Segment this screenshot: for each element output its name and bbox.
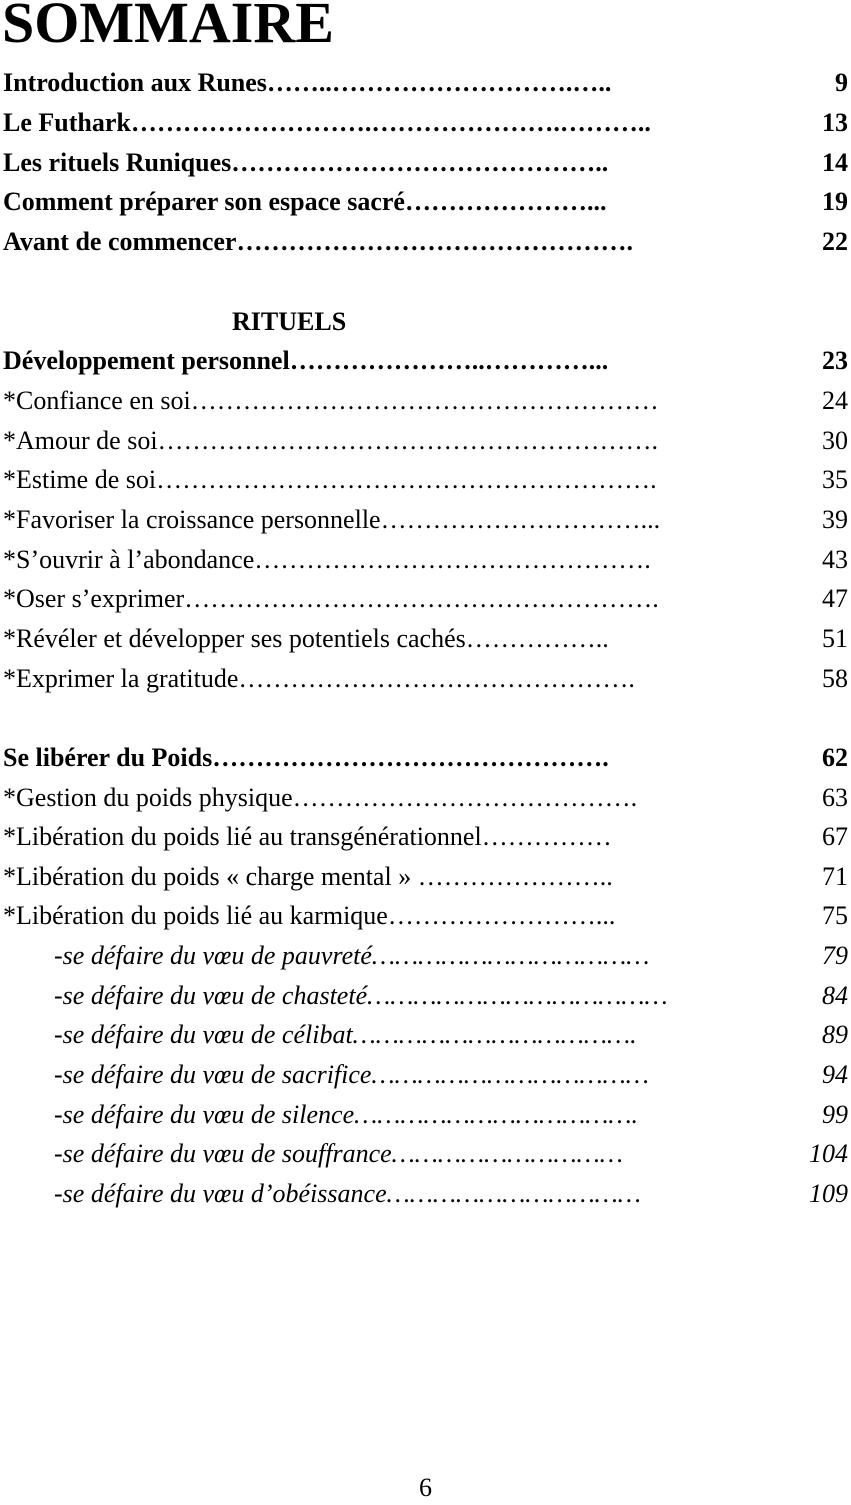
toc-entry bbox=[0, 543, 851, 577]
toc-entry-page: 71 bbox=[822, 862, 848, 891]
toc-entry bbox=[0, 781, 851, 815]
toc-entry-page: 89 bbox=[822, 1020, 848, 1049]
toc-entry-label: Développement personnel…………………..…………... bbox=[3, 346, 609, 375]
toc-entry bbox=[0, 582, 851, 616]
toc-entry-label: *S’ouvrir à l’abondance………………………………………. bbox=[3, 545, 651, 574]
toc-entry-page: 67 bbox=[822, 822, 848, 851]
toc-section-developpement bbox=[0, 344, 851, 378]
toc-entry-avant-de-commencer bbox=[0, 225, 851, 259]
toc-entry-label: *Amour de soi…………………………………………………. bbox=[3, 426, 659, 455]
toc-entry bbox=[0, 820, 851, 854]
toc-entry-page: 51 bbox=[822, 624, 848, 653]
toc-entry-page: 22 bbox=[822, 227, 848, 256]
toc-entry-label: *Libération du poids lié au karmique……………………... bbox=[3, 901, 616, 930]
toc-entry-page: 43 bbox=[822, 545, 848, 574]
toc-entry-page: 35 bbox=[822, 465, 848, 494]
toc-entry-futhark bbox=[0, 106, 851, 140]
toc-entry-label: -se défaire du vœu de sacrifice……………………………… bbox=[54, 1060, 649, 1089]
toc-entry-label: -se défaire du vœu de célibat………………………………. bbox=[54, 1020, 637, 1049]
toc-entry-introduction bbox=[0, 66, 851, 100]
toc-entry-page: 14 bbox=[822, 148, 848, 177]
toc-entry-page: 9 bbox=[835, 68, 848, 97]
toc-entry bbox=[0, 424, 851, 458]
toc-entry bbox=[0, 463, 851, 497]
page-title: SOMMAIRE bbox=[2, 0, 334, 55]
toc-entry-page: 24 bbox=[822, 386, 848, 415]
toc-subentry bbox=[0, 1177, 851, 1211]
toc-entry-label: *Estime de soi…………………………………………………. bbox=[3, 465, 657, 494]
toc-entry-label: Se libérer du Poids………………………………………. bbox=[3, 743, 609, 772]
toc-subentry bbox=[0, 979, 851, 1013]
toc-entry-label: Les rituels Runiques…………………………………….. bbox=[3, 148, 609, 177]
toc-entry bbox=[0, 622, 851, 656]
toc-entry bbox=[0, 860, 851, 894]
toc-entry-label: *Libération du poids lié au transgénérationnel…………… bbox=[3, 822, 612, 851]
toc-subentry bbox=[0, 939, 851, 973]
toc-entry-page: 13 bbox=[822, 108, 848, 137]
toc-section-poids bbox=[0, 741, 851, 775]
toc-entry-label: -se défaire du vœu de pauvreté……………………………… bbox=[54, 941, 650, 970]
toc-entry-page: 75 bbox=[822, 901, 848, 930]
toc-entry-rituels-runiques bbox=[0, 146, 851, 180]
toc-entry-page: 94 bbox=[822, 1060, 848, 1089]
toc-entry-page: 79 bbox=[822, 941, 848, 970]
toc-entry-page: 39 bbox=[822, 505, 848, 534]
toc-subentry bbox=[0, 1018, 851, 1052]
toc-entry-label: Comment préparer son espace sacré…………………... bbox=[3, 187, 607, 216]
toc-entry-label: *Révéler et développer ses potentiels cachés…………….. bbox=[3, 624, 609, 653]
toc-entry-label: -se défaire du vœu de souffrance………………………… bbox=[54, 1139, 623, 1168]
toc-entry bbox=[0, 662, 851, 696]
toc-entry-label: -se défaire du vœu de silence………………………………. bbox=[54, 1100, 639, 1129]
toc-entry-label: *Libération du poids « charge mental » ………………….. bbox=[3, 862, 613, 891]
toc-entry-label: *Oser s’exprimer………………………………………………. bbox=[3, 584, 659, 613]
toc-entry-label: -se défaire du vœu de chasteté………………………………… bbox=[54, 981, 668, 1010]
toc-subentry bbox=[0, 1098, 851, 1132]
toc-entry-label: *Favoriser la croissance personnelle…………………………... bbox=[3, 505, 661, 534]
toc-entry-page: 84 bbox=[822, 981, 848, 1010]
toc-entry-label: *Confiance en soi……………………………………………… bbox=[3, 386, 659, 415]
toc-subentry bbox=[0, 1058, 851, 1092]
toc-entry-label: -se défaire du vœu d’obéissance…………………………… bbox=[54, 1179, 641, 1208]
page-number: 6 bbox=[419, 1473, 432, 1502]
toc-entry-page: 30 bbox=[822, 426, 848, 455]
toc-entry-label: *Exprimer la gratitude………………………………………. bbox=[3, 664, 635, 693]
toc-entry-espace-sacre bbox=[0, 185, 851, 219]
toc-entry bbox=[0, 384, 851, 418]
toc-entry-page: 19 bbox=[822, 187, 848, 216]
toc-entry-page: 109 bbox=[809, 1179, 848, 1208]
toc-entry bbox=[0, 899, 851, 933]
toc-entry-label: *Gestion du poids physique…………………………………. bbox=[3, 783, 638, 812]
toc-entry-page: 47 bbox=[822, 584, 848, 613]
toc-entry-page: 23 bbox=[822, 346, 848, 375]
section-heading-rituels: RITUELS bbox=[232, 307, 347, 336]
toc-entry-page: 104 bbox=[809, 1139, 848, 1168]
toc-entry-label: Le Futhark……………………….………………….……….. bbox=[3, 108, 651, 137]
toc-entry-page: 62 bbox=[822, 743, 848, 772]
toc-entry-page: 99 bbox=[822, 1100, 848, 1129]
toc-subentry bbox=[0, 1137, 851, 1171]
toc-entry-page: 58 bbox=[822, 664, 848, 693]
toc-entry-label: Introduction aux Runes……..……………………….….. bbox=[3, 68, 612, 97]
toc-entry-label: Avant de commencer………………………………………. bbox=[3, 227, 633, 256]
toc-entry-page: 63 bbox=[822, 783, 848, 812]
toc-entry bbox=[0, 503, 851, 537]
